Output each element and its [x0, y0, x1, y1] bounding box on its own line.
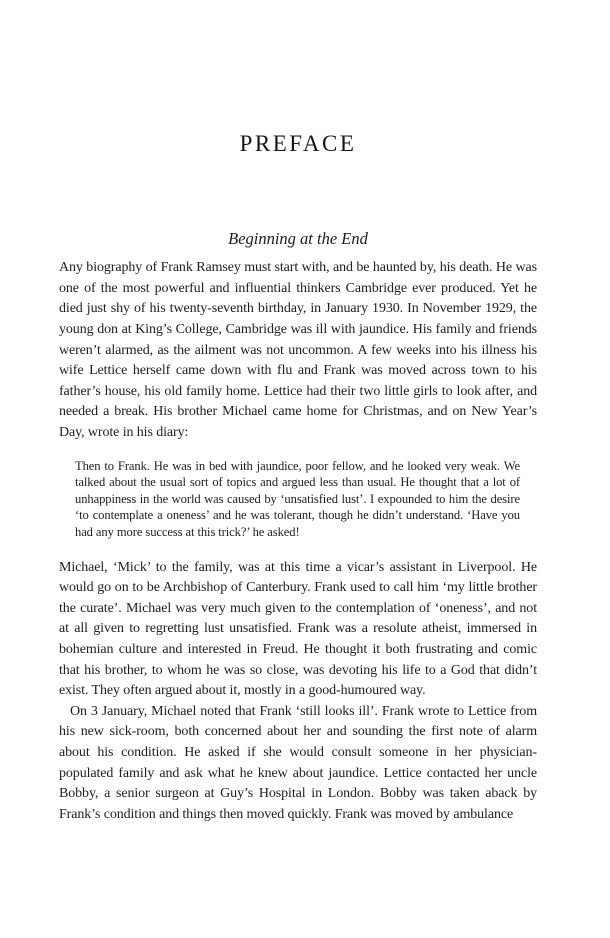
section-heading: Beginning at the End — [228, 229, 368, 249]
paragraph-1: Any biography of Frank Ramsey must start with, and be haunted by, his death. He was one of the most powerful and influential thinkers Cambridge ever produced. Yet he died just shy of his twenty-seventh birthday, in January 1930. In November 1929, the young don at King’s College, Cambridge was ill with jaundice. His family and friends weren’t alarmed, as the ailment was not uncommon. A few weeks into his illness his wife Lettice herself came down with flu and Frank was moved across town to his father’s house, his old family home. Lettice had their two little girls to look after, and needed a break. His brother Michael came home for Christmas, and on New Year’s Day, wrote in his diary: — [59, 260, 537, 441]
diary-quote: Then to Frank. He was in bed with jaundice, poor fellow, and he looked very weak. We talked about the usual sort of topics and argued less than usual. He thought that a lot of unhappiness in the world was caused by ‘unsatisfied lust’. I expounded to him the desire ‘to contemplate a oneness’ and he was tolerant, though he didn’t understand. ‘Have you had any more success at this trick?’ he asked! — [75, 458, 520, 539]
paragraph-2: Michael, ‘Mick’ to the family, was at this time a vicar’s assistant in Liverpool. He would go on to be Archbishop of Canterbury. Frank used to call him ‘my little brother the curate’. Michael was very much given to the contemplation of ‘oneness’, and not at all given to regretting lust unsatisfied. Frank was a resolute atheist, immersed in bohemian culture and interested in Freud. He thought it both frustrating and comic that his brother, to whom he was so close, was devoting his life to a God that didn’t exist. They often argued about it, mostly in a good-humoured way. — [59, 559, 537, 699]
text-column — [59, 0, 537, 825]
chapter-title: PREFACE — [239, 131, 357, 156]
paragraph-3: On 3 January, Michael noted that Frank ‘still looks ill’. Frank wrote to Lettice from his new sick-room, both concerned about her and sounding the first note of alarm about his condition. He asked if she would consult someone in her physician-populated family and ask what he knew about jaundice. Lettice contacted her uncle Bobby, a senior surgeon at Guy’s Hospital in London. Bobby was taken aback by Frank’s condition and things then moved quickly. Frank was moved by ambulance — [59, 703, 537, 822]
